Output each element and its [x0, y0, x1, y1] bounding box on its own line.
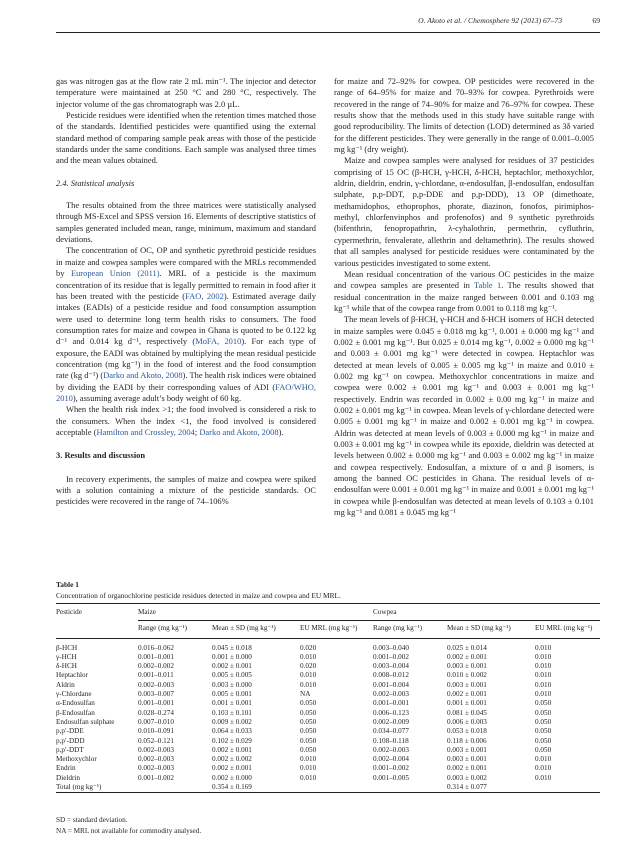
table-cell: 0.009 ± 0.002 — [212, 717, 252, 726]
table-cell: NA — [300, 690, 311, 699]
citation-link[interactable]: Darko and Akoto, 2008 — [199, 426, 279, 437]
table-cell: 0.001–0.001 — [373, 699, 409, 708]
table-cell: 0.002–0.003 — [138, 680, 174, 689]
paragraph: The mean levels of β-HCH, γ-HCH and δ-HCH isomers of HCH detected in maize samples were 0.045 ± 0.018 mg kg⁻¹, 0.001 ± 0.000 mg kg⁻¹ and 0.002 ± 0.001 mg kg⁻¹. But 0.025 ± 0.014 mg kg⁻¹, 0.002 ± 0.000 mg kg⁻¹ and 0.003 ± 0.001 mg kg⁻¹ were detected in cowpea. Heptachlor was detected at mean levels of 0.005 ± 0.005 mg kg⁻¹ in maize and 0.010 ± 0.002 mg kg⁻¹ on cowpea. Methoxychlor concentrations in maize and cowpea were 0.002 ± 0.001 mg kg⁻¹ and 0.003 ± 0.001 mg kg⁻¹ respectively. Endrin was recorded in 0.002 ± 0.00 mg kg⁻¹ in maize and 0.002 ± 0.001 mg kg⁻¹ in cowpea. Mean levels of γ-chlordane detected were 0.005 ± 0.001 mg kg⁻¹ in maize and 0.002 ± 0.001 mg kg⁻¹ in cowpea. Aldrin was detected at mean levels of 0.003 ± 0.000 mg kg⁻¹ in maize and 0.003 ± 0.001 mg kg⁻¹ in cowpea while its epoxide, dieldrin was detected at levels between 0.002 ± 0.000 mg kg⁻¹ and 0.003 ± 0.002 mg kg⁻¹ in maize and cowpea respectively. Endosulfan, a mixture of α and β isomers, is among the banned OC pesticides in Ghana. The residual levels of α-endosulfan were 0.001 ± 0.001 mg kg⁻¹ in maize and 0.001 ± 0.001 mg kg⁻¹ in cowpea while β-endosulfan was detected at mean levels of 0.103 ± 0.101 mg kg⁻¹ and 0.081 ± 0.045 mg kg⁻¹ — [334, 314, 594, 518]
pesticide-name-cell: Aldrin — [56, 680, 75, 689]
pesticide-name-cell: γ-Chlordane — [56, 690, 92, 699]
pesticide-name-cell: Methoxychlor — [56, 755, 97, 764]
table-cell: 0.002–0.003 — [373, 690, 409, 699]
table-cell: 0.005 ± 0.005 — [212, 671, 252, 680]
table-cell: 0.010 — [535, 773, 552, 782]
table-row — [56, 755, 600, 764]
table-row — [56, 783, 600, 793]
table-cell: 0.001–0.004 — [373, 680, 409, 689]
table-cell: 0.008–0.012 — [373, 671, 409, 680]
table-cell: 0.314 ± 0.077 — [447, 783, 535, 793]
table-caption: Concentration of organochlorine pesticide residues detected in maize and cowpea and EU MRL. — [56, 591, 341, 600]
citation-link[interactable]: Darko and Akoto, 2008 — [103, 370, 183, 381]
table-cell: 0.002–0.009 — [373, 717, 409, 726]
table-cell: 0.034–0.077 — [373, 727, 409, 736]
table-row — [56, 644, 600, 653]
table-cell: 0.050 — [300, 727, 317, 736]
column-header-mrl: EU MRL (mg kg⁻¹) — [535, 621, 600, 638]
table-row — [56, 671, 600, 680]
table-group-header — [56, 604, 600, 621]
table-cell: 0.050 — [535, 736, 552, 745]
column-header-mrl: EU MRL (mg kg⁻¹) — [300, 621, 373, 638]
table-cell: 0.003 ± 0.000 — [212, 680, 252, 689]
pesticide-name-cell: Endrin — [56, 764, 76, 773]
table-cell: 0.010 — [300, 755, 317, 764]
table-cell: 0.002–0.003 — [138, 745, 174, 754]
paragraph: The concentration of OC, OP and synthetic pyrethroid pesticide residues in maize and cowpea samples were compared with the MRLs recommended by European Union (2011). MRL of a pesticide is the maximum concentration of its residue that is legally permitted to remain in food after it has been treated with the pesticide (FAO, 2002). Estimated average daily intakes (EADIs) of a pesticide residue and food consumption assumption were used to determine long term health risks to consumers. The food consumption rates for maize and cowpea in Ghana is quoted to be 0.122 kg d⁻¹ and 0.014 kg d⁻¹, respectively (MoFA, 2010). For each type of exposure, the EADI was obtained by multiplying the mean residual pesticide concentration (mg kg⁻¹) in the food of interest and the food consumption rate (kg d⁻¹) (Darko and Akoto, 2008). The health risk indices were obtained by dividing the EADI by their corresponding values of ADI (FAO/WHO, 2010), assuming average adult’s body weight of 60 kg. — [56, 245, 317, 403]
paragraph: In recovery experiments, the samples of maize and cowpea were spiked with a solution containing a mixture of the pesticide standards. OC pesticides were recovered in the range of 74–106% — [56, 473, 316, 507]
pesticide-name-cell: p,p′-DDE — [56, 727, 84, 736]
table-cell — [138, 783, 212, 793]
pesticide-name-cell: α-Endosulfan — [56, 699, 95, 708]
pesticide-name-cell: Heptachlor — [56, 671, 88, 680]
table-cell: 0.010 — [535, 671, 552, 680]
pesticide-name-cell: δ-HCH — [56, 662, 77, 671]
column-header-mean: Mean ± SD (mg kg⁻¹) — [212, 621, 300, 638]
citation-link[interactable]: FAO/WHO, 2010 — [56, 381, 316, 403]
table-cell: 0.003 ± 0.001 — [447, 755, 487, 764]
pesticide-name-cell: Total (mg kg⁻¹) — [56, 783, 138, 793]
table-cell: 0.002 ± 0.001 — [212, 745, 252, 754]
header-rule — [56, 32, 600, 33]
table-cell: 0.010 — [300, 652, 317, 661]
pesticide-name-cell: β-Endosulfan — [56, 708, 95, 717]
paragraph: gas was nitrogen gas at the flow rate 2 mL min⁻¹. The injector and detector temperature were maintained at 250 °C and 280 °C, respectively. The injector volume of the gas chromatograph was 2.0 µL. — [56, 76, 316, 109]
table-row — [56, 653, 600, 662]
table-cell: 0.001 ± 0.000 — [212, 652, 252, 661]
pesticide-name-cell: p,p′-DDT — [56, 745, 84, 754]
pesticide-name-cell: γ-HCH — [56, 652, 77, 661]
column-header-mean: Mean ± SD (mg kg⁻¹) — [447, 621, 535, 638]
table-cell: 0.050 — [535, 717, 552, 726]
table-cell: 0.103 ± 0.101 — [212, 708, 252, 717]
table-cell: 0.001–0.011 — [138, 671, 174, 680]
table-cell: 0.053 ± 0.018 — [447, 727, 487, 736]
table-cell: 0.003–0.040 — [373, 643, 409, 652]
table-cell: 0.002 ± 0.001 — [447, 764, 487, 773]
table-title: Table 1 — [56, 580, 79, 589]
table-cell: 0.010 — [535, 690, 552, 699]
table-cell: 0.010 — [300, 764, 317, 773]
table-cell: 0.108–0.118 — [373, 736, 409, 745]
table-cell: 0.006–0.123 — [373, 708, 409, 717]
table-cell: 0.010 — [535, 680, 552, 689]
table-cell: 0.010 — [535, 652, 552, 661]
left-column — [56, 76, 316, 508]
table-body — [56, 638, 600, 793]
table-cell: 0.001–0.005 — [373, 773, 409, 782]
table-cell: 0.045 ± 0.018 — [212, 643, 252, 652]
table-cell: 0.354 ± 0.169 — [212, 783, 300, 793]
table-row — [56, 699, 600, 708]
table-cell: 0.028–0.274 — [138, 708, 174, 717]
pesticide-name-cell: Dieldrin — [56, 773, 80, 782]
table-cell: 0.050 — [300, 708, 317, 717]
section-heading-results: 3. Results and discussion — [56, 450, 146, 461]
table-row — [56, 709, 600, 718]
table-row — [56, 764, 600, 773]
table-cell: 0.050 — [300, 736, 317, 745]
table-cell: 0.002 ± 0.000 — [212, 773, 252, 782]
table-cell: 0.050 — [300, 699, 317, 708]
table-cell: 0.064 ± 0.033 — [212, 727, 252, 736]
table-cell: 0.050 — [535, 745, 552, 754]
column-header-range: Range (mg kg⁻¹) — [373, 621, 447, 638]
footnote: NA = MRL not available for commodity analysed. — [56, 826, 202, 835]
table-footnotes — [56, 815, 201, 837]
table-cell: 0.002–0.003 — [373, 745, 409, 754]
table-cell: 0.002 ± 0.001 — [212, 764, 252, 773]
table-cell: 0.010 — [300, 671, 317, 680]
table-cell — [300, 783, 373, 793]
column-header-range: Range (mg kg⁻¹) — [138, 621, 212, 638]
table-cell: 0.118 ± 0.006 — [447, 736, 487, 745]
page-number: 69 — [592, 16, 600, 25]
table-cell: 0.010 ± 0.002 — [447, 671, 487, 680]
table-cell: 0.050 — [300, 745, 317, 754]
table-cell: 0.010 — [535, 643, 552, 652]
table-cell: 0.002 ± 0.001 — [447, 690, 487, 699]
table-cell: 0.003–0.007 — [138, 690, 174, 699]
paragraph: Pesticide residues were identified when the retention times matched those of the standards. Identified pesticides were quantified using the external standard method of comparing sample peak areas with those of the pesticide standards under the same conditions. Each sample was analysed three times and the mean values obtained. — [56, 110, 316, 166]
table-cell: 0.001–0.001 — [138, 652, 174, 661]
table-cell: 0.003 ± 0.001 — [447, 680, 487, 689]
table-cell — [535, 783, 600, 793]
paragraph: When the health risk index >1; the food involved is considered a risk to the consumers. When the index <1, the food involved is considered acceptable (Hamilton and Crossley, 2004; Darko and Akoto, 2008). — [56, 404, 316, 437]
table-row — [56, 746, 600, 755]
table-cell: 0.006 ± 0.003 — [447, 717, 487, 726]
table-cell: 0.050 — [300, 717, 317, 726]
table-cell: 0.050 — [535, 708, 552, 717]
table-cell: 0.001 ± 0.001 — [447, 699, 487, 708]
table-cell: 0.016–0.062 — [138, 643, 174, 652]
table-cell — [373, 783, 447, 793]
table-row — [56, 737, 600, 746]
pesticide-name-cell: β-HCH — [56, 643, 78, 652]
table-cell: 0.001–0.001 — [138, 699, 174, 708]
table-cell: 0.050 — [535, 699, 552, 708]
citation-link[interactable]: FAO, 2002 — [185, 290, 224, 301]
column-header-cowpea: Cowpea — [373, 608, 397, 616]
right-column — [334, 76, 594, 518]
table-cell: 0.050 — [535, 727, 552, 736]
table-cell: 0.010 — [300, 680, 317, 689]
column-header-pesticide: Pesticide — [56, 608, 82, 616]
table-cell: 0.003 ± 0.001 — [447, 662, 487, 671]
table-cell: 0.003 ± 0.001 — [447, 745, 487, 754]
running-header — [56, 16, 600, 28]
table-cell: 0.001–0.002 — [138, 773, 174, 782]
table-cell: 0.002–0.002 — [138, 662, 174, 671]
table-row — [56, 681, 600, 690]
table-link[interactable]: Table 1 — [474, 280, 502, 291]
section-heading-statistical-analysis: 2.4. Statistical analysis — [56, 177, 135, 188]
table-cell: 0.001–0.002 — [373, 652, 409, 661]
table-row — [56, 690, 600, 699]
table-cell: 0.002 ± 0.001 — [447, 652, 487, 661]
table-cell: 0.010 — [535, 764, 552, 773]
table-cell: 0.002–0.003 — [138, 755, 174, 764]
pesticide-name-cell: Endosulfan sulphate — [56, 717, 115, 726]
paragraph: for maize and 72–92% for cowpea. OP pesticides were recovered in the range of 64–95% for maize and 70–93% for cowpea. Pyrethroids were recovered in the range of 74–90% for maize and 76–97% for cowpea. These results show that the methods used in this study have suitable range with good reproducibility. The limits of detection (LOD) determined as 3δ varied for the different pesticides. They were generally in the range of 0.001–0.005 mg kg⁻¹ (dry weight). — [334, 76, 594, 155]
table-cell: 0.002 ± 0.002 — [212, 755, 252, 764]
table-cell: 0.010 — [535, 662, 552, 671]
table-cell: 0.002–0.004 — [373, 755, 409, 764]
table-row — [56, 662, 600, 671]
citation-link[interactable]: MoFA, 2010 — [195, 336, 242, 347]
table-cell: 0.005 ± 0.001 — [212, 690, 252, 699]
residue-table — [56, 604, 600, 793]
table-cell: 0.003 ± 0.002 — [447, 773, 487, 782]
table-cell: 0.002–0.003 — [138, 764, 174, 773]
table-cell: 0.052–0.121 — [138, 736, 174, 745]
table-cell: 0.001–0.002 — [373, 764, 409, 773]
table-row — [56, 727, 600, 736]
table-row — [56, 774, 600, 783]
column-header-maize: Maize — [138, 608, 156, 616]
table-cell: 0.007–0.010 — [138, 717, 174, 726]
table-cell: 0.010 — [535, 755, 552, 764]
paragraph: Mean residual concentration of the various OC pesticides in the maize and cowpea samples are presented in Table 1. The results showed that residual concentration in the maize ranged between 0.001 and 0.103 mg kg⁻¹ while that of the cowpea range from 0.001 to 0.118 mg kg⁻¹. — [334, 268, 594, 313]
table-cell: 0.081 ± 0.045 — [447, 708, 487, 717]
table-sub-header — [56, 621, 600, 638]
table-cell: 0.102 ± 0.029 — [212, 736, 252, 745]
table-cell: 0.010 — [300, 773, 317, 782]
table-cell: 0.020 — [300, 643, 317, 652]
footnote: SD = standard deviation. — [56, 816, 128, 824]
table-cell: 0.020 — [300, 662, 317, 671]
table-cell: 0.025 ± 0.014 — [447, 643, 487, 652]
paragraph: Maize and cowpea samples were analysed for residues of 37 pesticides comprising of 15 OC (β-HCH, γ-HCH, δ-HCH, heptachlor, methoxychlor, aldrin, dieldrin, endrin, γ-chlordane, α-endosulfan, β-endosulfan, endosulfan sulphate, p,p-DDT, p,p-DDE and p,p-DDD), 13 OP (dimethoate, methamidophos, ethoprophos, phorate, diazinon, fonofos, pirimiphos-methyl, chlorfenvinphos and profenofos) and 9 synthetic pyrethroids (bifenthrin, fenopropathrin, λ-cyhalothrin, permethrin, cyfluthrin, cypermethrin, fenvalerate, allethrin and deltamethrin). The results showed that all samples analysed for pesticide residues were contaminated by the various pesticides investigated to some extent. — [334, 155, 594, 268]
table-row — [56, 718, 600, 727]
citation-link[interactable]: European Union (2011) — [70, 268, 160, 279]
pesticide-name-cell: p,p′-DDD — [56, 736, 85, 745]
journal-citation: O. Akoto et al. / Chemosphere 92 (2013) 67–73 — [418, 16, 562, 25]
citation-link[interactable]: Hamilton and Crossley, 2004 — [96, 426, 195, 437]
table-cell: 0.010–0.091 — [138, 727, 174, 736]
table-cell: 0.002 ± 0.001 — [212, 662, 252, 671]
paragraph: The results obtained from the three matrices were statistically analysed through MS-Excel and SPSS version 16. Elements of descriptive statistics of samples generated included mean, range, minimum, maximum and standard deviations. — [56, 200, 316, 245]
table-cell: 0.003–0.004 — [373, 662, 409, 671]
table-cell: 0.001 ± 0.001 — [212, 699, 252, 708]
